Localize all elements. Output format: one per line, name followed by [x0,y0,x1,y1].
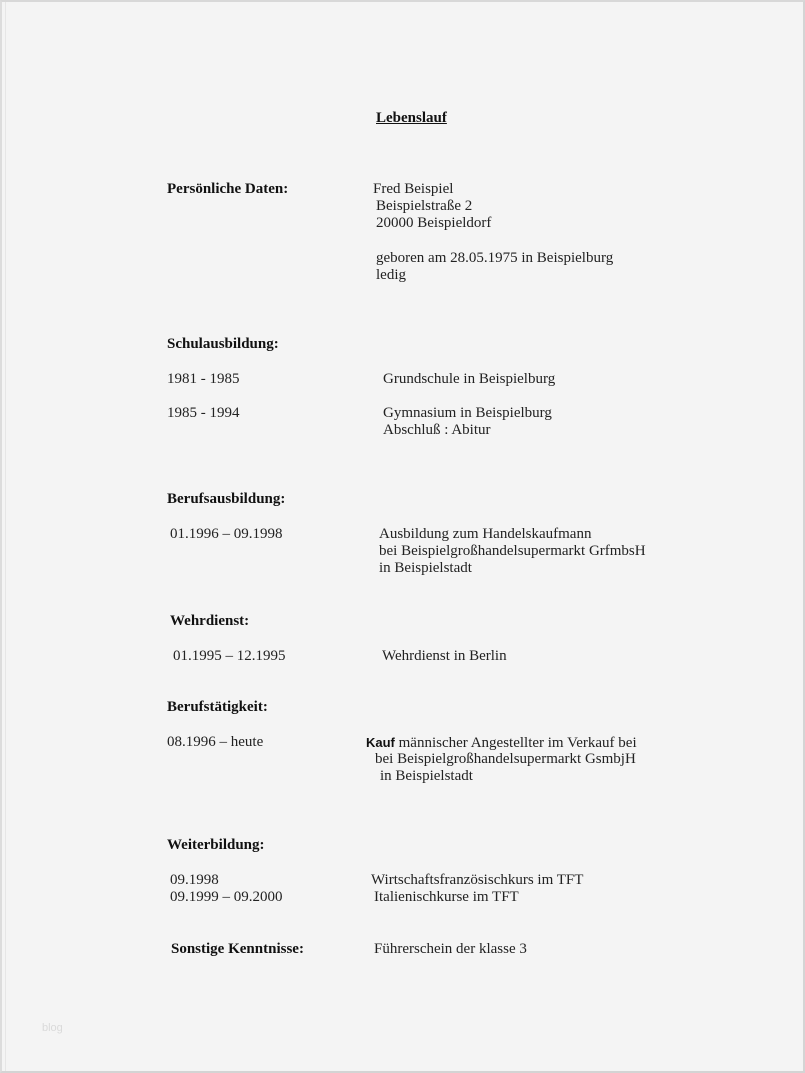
personal-status: ledig [376,267,406,283]
training-detail: Wirtschaftsfranzösischkurs im TFT [371,872,584,888]
section-heading-training: Weiterbildung: [167,837,265,853]
section-heading-school: Schulausbildung: [167,336,279,352]
employment-period: 08.1996 – heute [167,734,264,750]
vocational-detail: in Beispielstadt [379,560,472,576]
watermark: blog [42,1022,63,1034]
training-period: 09.1998 [170,872,219,888]
vocational-period: 01.1996 – 09.1998 [170,526,283,542]
section-heading-vocational: Berufsausbildung: [167,491,286,507]
military-period: 01.1995 – 12.1995 [173,648,286,664]
personal-city: 20000 Beispieldorf [376,215,492,231]
section-heading-personal: Persönliche Daten: [167,181,289,197]
training-detail: Italienischkurse im TFT [374,889,519,905]
school-detail: Abschluß : Abitur [383,422,491,438]
document-title: Lebenslauf [376,110,447,126]
employment-detail: in Beispielstadt [380,768,473,784]
personal-birth: geboren am 28.05.1975 in Beispielburg [376,250,614,266]
employment-detail-line [366,734,637,752]
employment-detail: männischer Angestellter im Verkauf bei [398,735,637,751]
school-detail: Grundschule in Beispielburg [383,371,556,387]
school-period: 1981 - 1985 [167,371,240,387]
school-period: 1985 - 1994 [167,405,240,421]
section-heading-employment: Berufstätigkeit: [167,699,268,715]
section-heading-other: Sonstige Kenntnisse: [171,941,304,957]
school-detail: Gymnasium in Beispielburg [383,405,552,421]
personal-street: Beispielstraße 2 [376,198,473,214]
personal-name: Fred Beispiel [373,181,454,197]
vocational-detail: Ausbildung zum Handelskaufmann [379,526,592,542]
employment-detail: bei Beispielgroßhandelsupermarkt GsmbjH [375,751,636,767]
other-detail: Führerschein der klasse 3 [374,941,527,957]
vocational-detail: bei Beispielgroßhandelsupermarkt GrfmbsH [379,543,646,559]
employment-prefix: Kauf [366,735,395,750]
military-detail: Wehrdienst in Berlin [382,648,507,664]
section-heading-military: Wehrdienst: [170,613,250,629]
training-period: 09.1999 – 09.2000 [170,889,283,905]
